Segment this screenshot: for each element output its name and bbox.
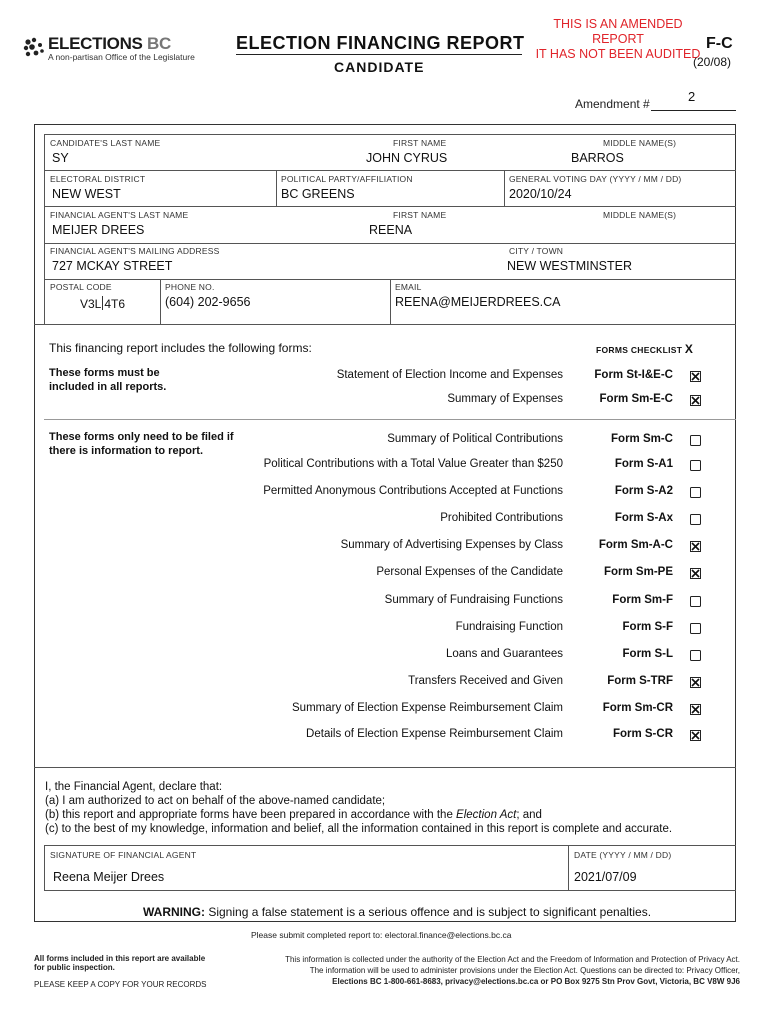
- amendment-label: Amendment #: [575, 97, 650, 111]
- unchecked-checkbox-icon[interactable]: [690, 435, 701, 446]
- form-description: Loans and Guarantees: [445, 648, 563, 660]
- x-mark-icon: [691, 372, 700, 381]
- x-mark-icon: [691, 396, 700, 405]
- divider: [390, 279, 391, 324]
- form-code: Form Sm-F: [612, 594, 673, 606]
- district-label: ELECTORAL DISTRICT: [50, 174, 146, 184]
- forms-intro: This financing report includes the following forms:: [49, 341, 312, 355]
- submit-instructions: Please submit completed report to: electoral.finance@elections.bc.ca: [251, 930, 512, 940]
- amendment-field-line: [651, 110, 736, 111]
- amended-notice: THIS IS AN AMENDED REPORT IT HAS NOT BEEN AUDITED: [535, 17, 701, 61]
- date-field[interactable]: 2021/07/09: [574, 870, 637, 884]
- unchecked-checkbox-icon[interactable]: [690, 650, 701, 661]
- form-code: Form Sm-CR: [602, 702, 673, 714]
- form-code: Form S-A2: [614, 485, 673, 497]
- agent-address-field[interactable]: 727 MCKAY STREET: [52, 259, 173, 273]
- form-description: Summary of Political Contributions: [387, 433, 563, 445]
- voting-day-label: GENERAL VOTING DAY (YYYY / MM / DD): [509, 174, 682, 184]
- agent-city-field[interactable]: NEW WESTMINSTER: [507, 259, 632, 273]
- public-inspection-note: All forms included in this report are available for public inspection.: [34, 954, 206, 972]
- divider: [44, 419, 736, 420]
- candidate-last-name-field[interactable]: SY: [52, 151, 69, 165]
- form-description: Transfers Received and Given: [408, 675, 563, 687]
- unchecked-checkbox-icon[interactable]: [690, 514, 701, 525]
- x-mark-icon: [691, 678, 700, 687]
- divider: [44, 243, 736, 244]
- unchecked-checkbox-icon[interactable]: [690, 596, 701, 607]
- page-subtitle: CANDIDATE: [334, 59, 425, 75]
- form-description: Statement of Election Income and Expenses: [336, 369, 563, 381]
- agent-last-name-label: FINANCIAL AGENT'S LAST NAME: [50, 210, 189, 220]
- agent-city-label: CITY / TOWN: [509, 246, 564, 256]
- divider: [160, 279, 161, 324]
- signature-label: SIGNATURE OF FINANCIAL AGENT: [50, 850, 197, 860]
- form-code: Form Sm-C: [611, 433, 673, 445]
- divider: [34, 324, 736, 325]
- form-description: Summary of Expenses: [447, 393, 563, 405]
- form-description: Political Contributions with a Total Value Greater than $250: [263, 458, 563, 470]
- divider: [34, 767, 736, 768]
- divider: [44, 206, 736, 207]
- form-code: Form S-TRF: [607, 675, 673, 687]
- form-description: Summary of Election Expense Reimbursement Claim: [292, 702, 563, 714]
- declaration-intro: I, the Financial Agent, declare that:: [45, 781, 223, 793]
- logo-tagline: A non-partisan Office of the Legislature: [48, 52, 195, 62]
- x-mark-icon: [691, 731, 700, 740]
- divider: [276, 170, 277, 206]
- required-forms-note: These forms must be included in all reports.: [49, 367, 167, 393]
- checked-checkbox-icon[interactable]: [690, 371, 701, 382]
- divider: [44, 845, 45, 890]
- checked-checkbox-icon[interactable]: [690, 568, 701, 579]
- form-code: Form S-CR: [612, 728, 673, 740]
- form-code: Form S-A1: [614, 458, 673, 470]
- elections-bc-logo-icon: [22, 36, 50, 60]
- form-version: (20/08): [693, 55, 732, 69]
- signature-field[interactable]: Reena Meijer Drees: [53, 870, 165, 884]
- divider: [44, 890, 736, 891]
- form-code: Form Sm-A-C: [598, 539, 673, 551]
- form-description: Summary of Fundraising Functions: [384, 594, 563, 606]
- form-code: Form Sm-E-C: [599, 393, 673, 405]
- x-mark-icon: [691, 542, 700, 551]
- page-title: ELECTION FINANCING REPORT: [236, 33, 525, 53]
- checked-checkbox-icon[interactable]: [690, 677, 701, 688]
- voting-day-field[interactable]: 2020/10/24: [509, 187, 572, 201]
- form-description: Personal Expenses of the Candidate: [376, 566, 563, 578]
- candidate-middle-name-label: MIDDLE NAME(S): [603, 138, 677, 148]
- privacy-notice: This information is collected under the authority of the Election Act and the Freedom of Information and Protection of Privacy Act. The information will be used to administer provisions under the Election Act. Questions can be directed to: Privacy Officer, Elections BC 1-800-661-8683, privacy@elections.bc.ca or PO Box 9275 Stn Prov Govt, Victoria, BC V8W 9J6: [285, 955, 740, 986]
- form-description: Prohibited Contributions: [440, 512, 563, 524]
- form-code: Form St-I&E-C: [594, 369, 673, 381]
- divider: [568, 845, 569, 890]
- checked-checkbox-icon[interactable]: [690, 395, 701, 406]
- agent-middle-name-label: MIDDLE NAME(S): [603, 210, 677, 220]
- postal-code-field[interactable]: V3L 4T6: [80, 297, 126, 311]
- agent-address-label: FINANCIAL AGENT'S MAILING ADDRESS: [50, 246, 220, 256]
- email-label: EMAIL: [395, 282, 422, 292]
- form-id: F-C: [706, 35, 733, 52]
- checked-checkbox-icon[interactable]: [690, 541, 701, 552]
- divider: [504, 170, 505, 206]
- phone-label: PHONE NO.: [165, 282, 215, 292]
- party-label: POLITICAL PARTY/AFFILIATION: [281, 174, 413, 184]
- unchecked-checkbox-icon[interactable]: [690, 460, 701, 471]
- divider: [44, 134, 736, 135]
- divider: [44, 170, 736, 171]
- agent-first-name-label: FIRST NAME: [393, 210, 447, 220]
- unchecked-checkbox-icon[interactable]: [690, 487, 701, 498]
- title-underline: [236, 54, 522, 55]
- divider: [44, 845, 736, 846]
- amendment-number-field[interactable]: 2: [688, 89, 696, 104]
- checked-checkbox-icon[interactable]: [690, 704, 701, 715]
- form-description: Fundraising Function: [455, 621, 563, 633]
- checked-checkbox-icon[interactable]: [690, 730, 701, 741]
- logo-wordmark: ELECTIONS BC: [48, 34, 171, 53]
- x-mark-icon: [691, 569, 700, 578]
- unchecked-checkbox-icon[interactable]: [690, 623, 701, 634]
- form-code: Form S-Ax: [614, 512, 673, 524]
- party-field[interactable]: BC GREENS: [281, 187, 355, 201]
- divider: [44, 134, 45, 324]
- optional-forms-note: These forms only need to be filed if there is information to report.: [49, 431, 234, 457]
- warning-text: WARNING: Signing a false statement is a serious offence and is subject to significant penalties.: [143, 905, 652, 919]
- form-code: Form S-L: [622, 648, 673, 660]
- candidate-first-name-field[interactable]: JOHN CYRUS: [366, 151, 448, 165]
- date-label: DATE (YYYY / MM / DD): [574, 850, 672, 860]
- form-description: Permitted Anonymous Contributions Accepted at Functions: [263, 485, 563, 497]
- candidate-first-name-label: FIRST NAME: [393, 138, 447, 148]
- form-description: Summary of Advertising Expenses by Class: [340, 539, 563, 551]
- forms-checklist-label: FORMS CHECKLIST X: [596, 342, 694, 356]
- candidate-last-name-label: CANDIDATE'S LAST NAME: [50, 138, 161, 148]
- phone-field[interactable]: (604) 202-9656: [165, 295, 251, 309]
- declaration-b: (b) this report and appropriate forms have been prepared in accordance with the Election Act; and: [45, 809, 542, 821]
- form-code: Form Sm-PE: [603, 566, 673, 578]
- form-code: Form S-F: [622, 621, 673, 633]
- district-field[interactable]: NEW WEST: [52, 187, 121, 201]
- email-field[interactable]: REENA@MEIJERDREES.CA: [395, 295, 561, 309]
- candidate-middle-name-field[interactable]: BARROS: [571, 151, 624, 165]
- agent-first-name-field[interactable]: REENA: [369, 223, 413, 237]
- agent-last-name-field[interactable]: MEIJER DREES: [52, 223, 145, 237]
- keep-copy-note: PLEASE KEEP A COPY FOR YOUR RECORDS: [34, 980, 207, 989]
- form-description: Details of Election Expense Reimbursement Claim: [306, 728, 563, 740]
- x-mark-icon: [691, 705, 700, 714]
- declaration-a: (a) I am authorized to act on behalf of the above-named candidate;: [45, 795, 386, 807]
- declaration-c: (c) to the best of my knowledge, information and belief, all the information contained in this report is complete and accurate.: [45, 823, 673, 835]
- postal-code-label: POSTAL CODE: [50, 282, 112, 292]
